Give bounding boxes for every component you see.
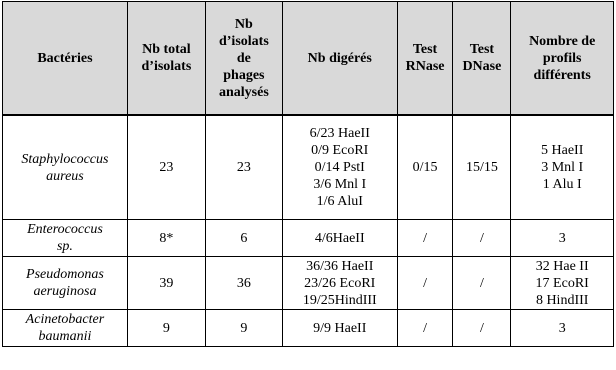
profile-line: 3: [558, 320, 566, 336]
header-row: [3, 2, 614, 116]
digested-line: 6/23 HaeII: [309, 126, 370, 141]
rnase-cell: /: [397, 310, 453, 347]
header-line: d’isolats: [218, 33, 269, 49]
header-digested: [282, 2, 397, 116]
digested-cell: [282, 310, 397, 347]
species-line: Staphylococcus: [21, 151, 109, 167]
phage-isolates-cell: 23: [205, 115, 282, 220]
header-bacteria: [3, 2, 128, 116]
profiles-cell: [511, 115, 614, 220]
header-line: d’isolats: [141, 59, 192, 74]
phage-isolates-cell: 36: [205, 257, 282, 310]
species-line: aeruginosa: [33, 284, 97, 299]
digested-line: 3/6 Mnl I: [313, 177, 367, 192]
profiles-cell: [511, 220, 614, 257]
header-line: Bactéries: [37, 50, 93, 66]
header-line: différents: [533, 67, 591, 83]
digested-line: 36/36 HaeII: [306, 258, 374, 274]
header-line: Test: [469, 42, 495, 57]
digested-line: 23/26 EcoRI: [304, 275, 376, 291]
header-line: Nb total: [142, 42, 191, 57]
header-line: phages: [223, 67, 265, 83]
profile-line: 1 Alu I: [542, 177, 582, 192]
digested-cell: [282, 220, 397, 257]
total-isolates-cell: 23: [127, 115, 205, 220]
header-line: RNase: [405, 59, 445, 74]
phage-analysis-table: [2, 1, 614, 347]
total-isolates-cell: 9: [127, 310, 205, 347]
total-isolates-cell: 39: [127, 257, 205, 310]
header-rnase: [397, 2, 453, 116]
header-line: DNase: [462, 59, 502, 74]
digested-cell: [282, 257, 397, 310]
species-line: Enterococcus: [27, 222, 103, 237]
dnase-cell: /: [453, 257, 511, 310]
header-line: Nb digérés: [307, 50, 372, 66]
digested-line: 19/25HindIII: [302, 292, 377, 308]
species-cell: [3, 310, 128, 347]
species-line: Acinetobacter: [25, 312, 105, 327]
species-line: baumanii: [38, 329, 92, 344]
digested-line: 0/14 PstI: [314, 160, 365, 175]
digested-line: 0/9 EcoRI: [311, 143, 369, 158]
header-dnase: [453, 2, 511, 116]
profiles-cell: [511, 310, 614, 347]
species-line: sp.: [56, 239, 73, 254]
header-line: analysés: [218, 84, 269, 100]
species-cell: [3, 257, 128, 310]
profiles-cell: [511, 257, 614, 310]
species-line: Pseudomonas: [26, 267, 104, 282]
rnase-cell: /: [397, 220, 453, 257]
digested-cell: [282, 115, 397, 220]
header-total-isolates: [127, 2, 205, 116]
species-line: aureus: [46, 168, 84, 184]
digested-line: 9/9 HaeII: [313, 320, 367, 336]
header-line: de: [236, 50, 251, 66]
profile-line: 8 HindIII: [535, 292, 589, 308]
profile-line: 3 Mnl I: [541, 160, 584, 175]
dnase-cell: /: [453, 220, 511, 257]
dnase-cell: 15/15: [453, 115, 511, 220]
rnase-cell: 0/15: [397, 115, 453, 220]
table-row: [3, 220, 614, 257]
profile-line: 3: [558, 230, 566, 246]
profile-line: 32 Hae II: [535, 258, 589, 274]
header-line: Nb: [234, 16, 253, 32]
header-line: Nombre de: [529, 33, 596, 49]
phage-isolates-cell: 6: [205, 220, 282, 257]
phage-isolates-cell: 9: [205, 310, 282, 347]
header-line: Test: [412, 42, 438, 57]
dnase-cell: /: [453, 310, 511, 347]
species-cell: [3, 220, 128, 257]
digested-line: 4/6HaeII: [314, 230, 365, 246]
header-profiles: [511, 2, 614, 116]
profile-line: 17 EcoRI: [535, 275, 589, 291]
table-row: [3, 310, 614, 347]
header-line: profils: [542, 50, 582, 66]
total-isolates-cell: 8*: [127, 220, 205, 257]
rnase-cell: /: [397, 257, 453, 310]
header-phage-isolates: [205, 2, 282, 116]
table-row: [3, 115, 614, 220]
table-row: [3, 257, 614, 310]
species-cell: [3, 115, 128, 220]
digested-line: 1/6 AluI: [316, 194, 363, 209]
profile-line: 5 HaeII: [541, 143, 584, 158]
